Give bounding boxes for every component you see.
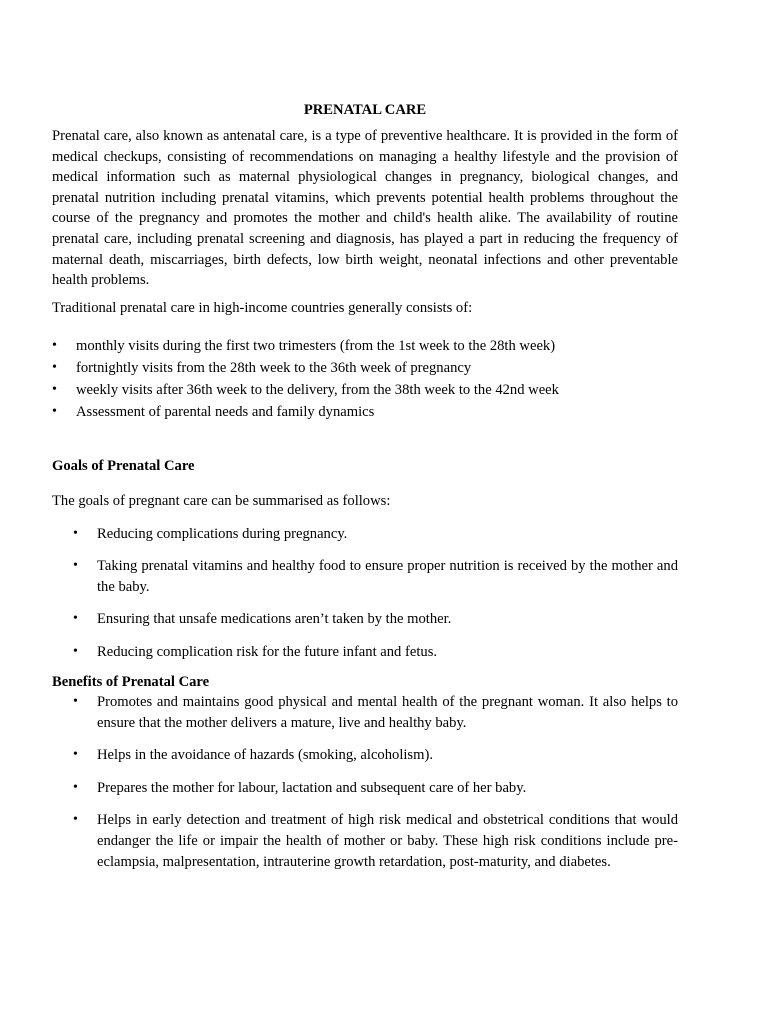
traditional-care-intro: Traditional prenatal care in high-income countries generally consists of: [52,299,473,316]
goals-heading: Goals of Prenatal Care [52,458,195,475]
list-item: • weekly visits after 36th week to the delivery, from the 38th week to the 42nd week [52,379,678,401]
traditional-care-list [52,335,678,423]
intro-paragraph: Prenatal care, also known as antenatal care, is a type of preventive healthcare. It is provided in the form of medical checkups, consisting of recommendations on managing a healthy lifestyle and the provision of medical information such as maternal physiological changes in pregnancy, biological changes, and prenatal nutrition including prenatal vitamins, which prevents potential health problems throughout the course of the pregnancy and promotes the mother and child's health alike. The availability of routine prenatal care, including prenatal screening and diagnosis, has played a part in reducing the frequency of maternal death, miscarriages, birth defects, low birth weight, neonatal infections and other preventable health problems. [52,128,678,289]
list-item: • Helps in early detection and treatment of high risk medical and obstetrical conditions that would endanger the life or impair the health of mother or baby. These high risk conditions include pre-eclampsia, malpresentation, intrauterine growth retardation, post-maturity, and diabetes. [52,810,678,872]
goals-intro: The goals of pregnant care can be summarised as follows: [52,492,391,509]
list-item: • Helps in the avoidance of hazards (smoking, alcoholism). [52,745,678,766]
document-title: PRENATAL CARE [303,102,427,118]
list-item: • Reducing complications during pregnancy. [52,524,678,545]
list-item: • Assessment of parental needs and family dynamics [52,401,678,423]
list-item: • fortnightly visits from the 28th week to the 36th week of pregnancy [52,357,678,379]
list-item: • Reducing complication risk for the future infant and fetus. [52,642,678,663]
list-item: • monthly visits during the first two trimesters (from the 1st week to the 28th week) [52,335,678,357]
benefits-list [52,692,678,872]
list-item: • Ensuring that unsafe medications aren’t taken by the mother. [52,609,678,630]
list-item: • Promotes and maintains good physical and mental health of the pregnant woman. It also helps to ensure that the mother delivers a mature, live and healthy baby. [52,692,678,733]
list-item: • Taking prenatal vitamins and healthy food to ensure proper nutrition is received by the mother and the baby. [52,556,678,597]
benefits-heading: Benefits of Prenatal Care [52,673,210,690]
goals-list [52,524,678,663]
list-item: • Prepares the mother for labour, lactation and subsequent care of her baby. [52,778,678,799]
